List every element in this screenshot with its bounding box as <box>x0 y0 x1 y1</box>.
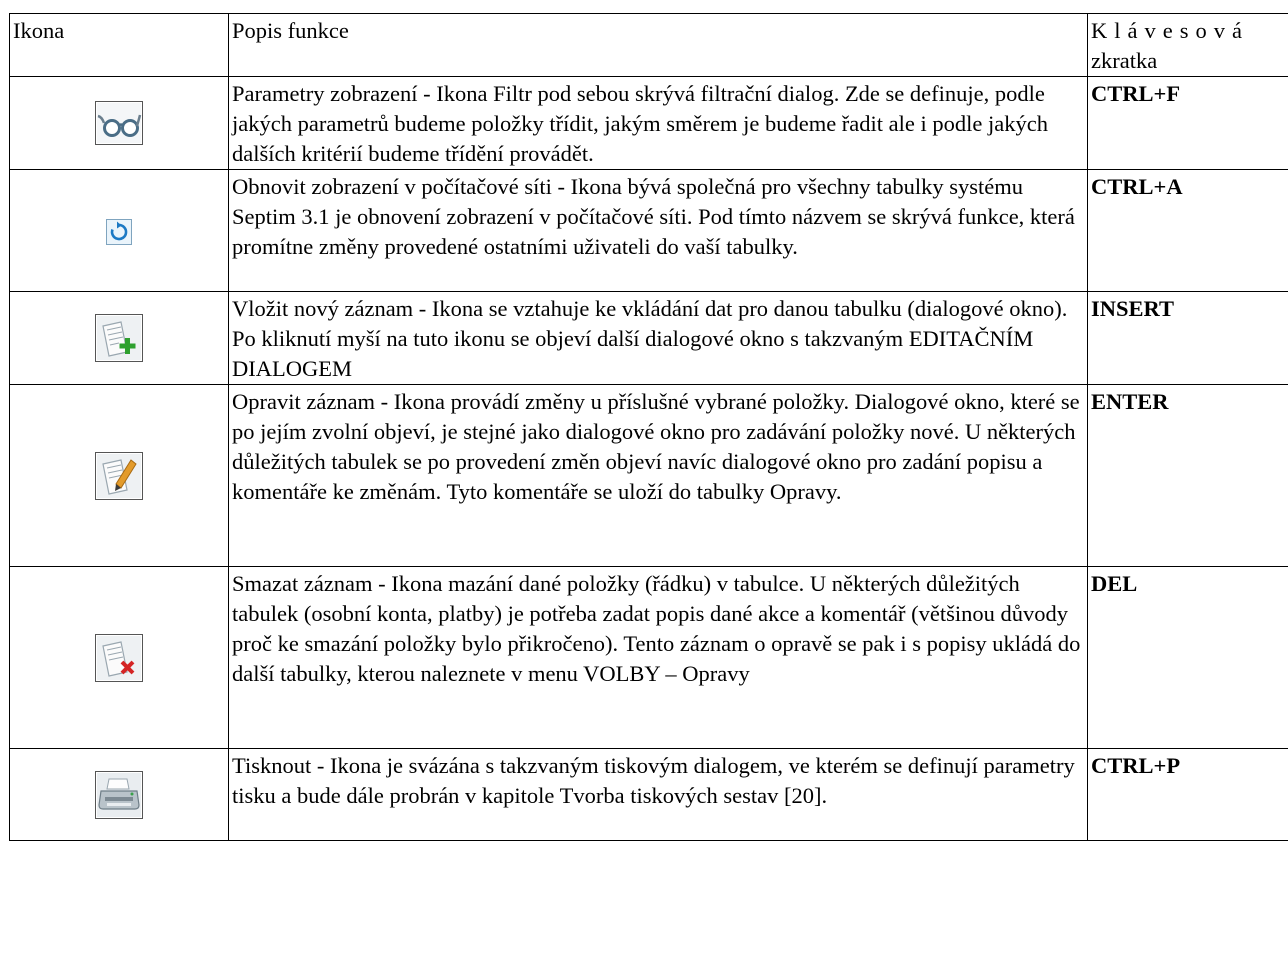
icon-cell <box>10 385 229 567</box>
icon-cell <box>10 77 229 170</box>
glasses-icon[interactable] <box>95 101 143 145</box>
icon-cell <box>10 170 229 292</box>
edit-record-icon[interactable] <box>95 452 143 500</box>
description-cell: Vložit nový záznam - Ikona se vztahuje ke vkládání dat pro danou tabulku (dialogové okno). Po kliknutí myší na tuto ikonu se objeví další dialogové okno s takzvaným EDITAČNÍM DIALOGEM <box>229 292 1088 385</box>
shortcut-label: CTRL+P <box>1091 753 1181 778</box>
icon-cell <box>10 292 229 385</box>
table-row <box>10 292 1288 385</box>
shortcut-cell <box>1088 170 1288 292</box>
shortcut-cell <box>1088 567 1288 749</box>
shortcut-cell <box>1088 385 1288 567</box>
table-row <box>10 567 1288 749</box>
shortcut-label: DEL <box>1091 571 1138 596</box>
icon-cell <box>10 567 229 749</box>
table-row <box>10 170 1288 292</box>
new-record-icon[interactable] <box>95 314 143 362</box>
description-cell: Tisknout - Ikona je svázána s takzvaným tiskovým dialogem, ve kterém se definují parametry tisku a bude dále probrán v kapitole Tvorba tiskových sestav [20]. <box>229 749 1088 841</box>
description-cell: Obnovit zobrazení v počítačové síti - Ikona bývá společná pro všechny tabulky systému Septim 3.1 je obnovení zobrazení v počítačové síti. Pod tímto názvem se skrývá funkce, která promítne změny provedené ostatními uživateli do vaší tabulky. <box>229 170 1088 292</box>
refresh-icon[interactable] <box>106 219 132 245</box>
header-shortcut-line2: zkratka <box>1091 48 1158 73</box>
shortcut-label: INSERT <box>1091 296 1174 321</box>
header-icon: Ikona <box>10 14 229 77</box>
header-description: Popis funkce <box>229 14 1088 77</box>
description-cell: Opravit záznam - Ikona provádí změny u příslušné vybrané položky. Dialogové okno, které se po jejím zvolní objeví, je stejné jako dialogové okno pro zadávání položky nové. U některých důležitých tabulek se po provedení změn objeví navíc dialogové okno pro zadání popisu a komentáře ke změnám. Tyto komentáře se uloží do tabulky Opravy. <box>229 385 1088 567</box>
header-shortcut <box>1088 14 1288 77</box>
shortcut-label: ENTER <box>1091 389 1169 414</box>
shortcut-label: CTRL+A <box>1091 174 1183 199</box>
table-row <box>10 385 1288 567</box>
table-row <box>10 77 1288 170</box>
description-cell: Smazat záznam - Ikona mazání dané položky (řádku) v tabulce. U některých důležitých tabulek (osobní konta, platby) je potřeba zadat popis dané akce a komentář (většinou důvody proč ke smazání položky bylo přikročeno). Tento záznam o opravě se pak i s popisy ukládá do další tabulky, kterou naleznete v menu VOLBY – Opravy <box>229 567 1088 749</box>
shortcut-label: CTRL+F <box>1091 81 1181 106</box>
header-row <box>10 14 1288 77</box>
shortcut-cell <box>1088 77 1288 170</box>
header-shortcut-line1: Klávesová <box>1091 18 1249 43</box>
delete-record-icon[interactable] <box>95 634 143 682</box>
table-row <box>10 749 1288 841</box>
printer-icon[interactable] <box>95 771 143 819</box>
icon-cell <box>10 749 229 841</box>
description-cell: Parametry zobrazení - Ikona Filtr pod sebou skrývá filtrační dialog. Zde se definuje, podle jakých parametrů budeme položky třídit, jakým směrem je budeme řadit ale i podle jakých dalších kritérií budeme třídění provádět. <box>229 77 1088 170</box>
shortcut-cell <box>1088 292 1288 385</box>
shortcut-cell <box>1088 749 1288 841</box>
shortcut-table <box>9 13 1288 841</box>
